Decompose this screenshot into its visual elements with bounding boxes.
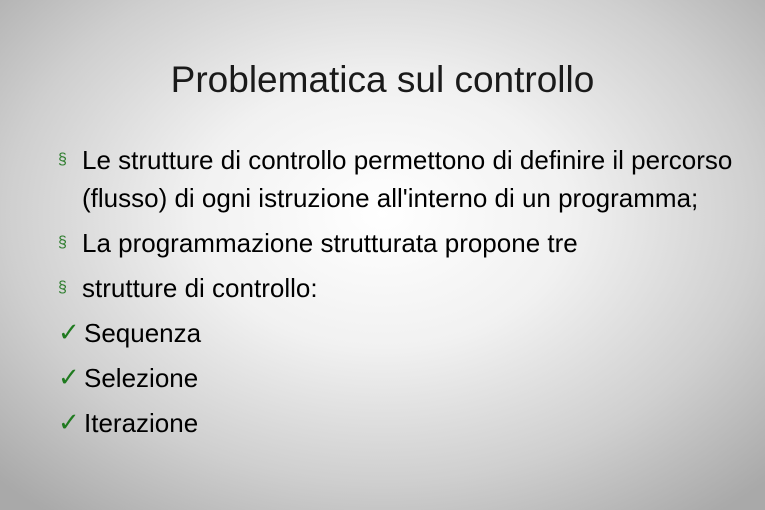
square-bullet-icon: § xyxy=(58,234,67,251)
list-item-text: Le strutture di controllo permettono di definire il percorso (flusso) di ogni istruzione all'interno di un programma; xyxy=(82,145,733,213)
square-bullet-icon: § xyxy=(58,151,67,168)
list-item xyxy=(58,141,738,217)
list-item xyxy=(58,224,738,262)
list-item-text: strutture di controllo: xyxy=(82,273,318,303)
checkmark-icon: ✓ xyxy=(58,363,80,393)
list-item-text: Sequenza xyxy=(84,318,202,348)
list-item-text: Selezione xyxy=(84,363,199,393)
checkmark-icon: ✓ xyxy=(58,318,80,348)
slide-title: Problematica sul controllo xyxy=(170,59,595,100)
list-item xyxy=(58,359,738,397)
list-item xyxy=(58,404,738,442)
list-item-text: Iterazione xyxy=(84,408,199,438)
bullet-list xyxy=(58,141,738,449)
list-item-text: La programmazione strutturata propone tre xyxy=(82,228,578,258)
list-item xyxy=(58,314,738,352)
checkmark-icon: ✓ xyxy=(58,408,80,438)
list-item xyxy=(58,269,738,307)
square-bullet-icon: § xyxy=(58,279,67,296)
